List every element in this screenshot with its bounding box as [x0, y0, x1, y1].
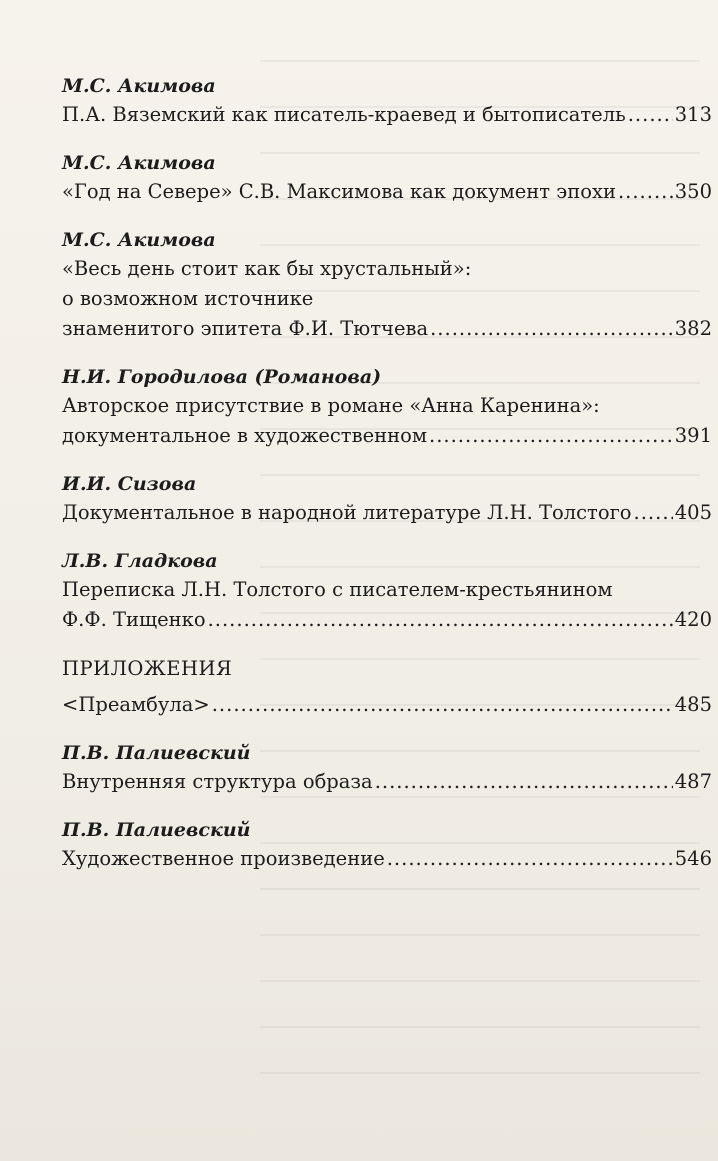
page-number: 382	[674, 317, 712, 340]
page-number: 487	[674, 770, 712, 793]
entry-title-line: Ф.Ф. Тищенко ..... 420	[62, 605, 712, 635]
entry-title-line: Документальное в народной литературе Л.Н. Толстого ..... 405	[62, 498, 712, 528]
page-number: 420	[674, 608, 712, 631]
entry-title-line: Внутренняя структура образа ..... 487	[62, 767, 712, 797]
entry-author: Л.В. Гладкова	[62, 550, 218, 572]
dot-leader	[429, 421, 673, 451]
entry-title-line: знаменитого эпитета Ф.И. Тютчева ..... 382	[62, 314, 712, 344]
toc-entry	[62, 816, 712, 874]
entry-title-line: документальное в художественном ..... 391	[62, 421, 712, 451]
entry-title-line: «Год на Севере» С.В. Максимова как документ эпохи ..... 350	[62, 177, 712, 207]
entry-title-line: Авторское присутствие в романе «Анна Каренина»:	[62, 394, 600, 417]
entry-author: П.В. Палиевский	[62, 742, 251, 764]
entry-author: М.С. Акимова	[62, 229, 216, 251]
section-title: ПРИЛОЖЕНИЯ	[62, 657, 233, 680]
page-number: 485	[674, 693, 712, 716]
page-number: 405	[674, 501, 712, 524]
toc-entry	[62, 72, 712, 130]
entry-title-line: Переписка Л.Н. Толстого с писателем-крестьянином	[62, 578, 613, 601]
preamble-line: <Преамбула> ..... 485	[62, 690, 712, 720]
entry-title-line: П.А. Вяземский как писатель-краевед и бытописатель ..... 313	[62, 100, 712, 130]
table-of-contents	[62, 72, 712, 893]
toc-entry	[62, 547, 712, 635]
dot-leader	[430, 314, 673, 344]
toc-entry	[62, 149, 712, 207]
appendix-section	[62, 654, 712, 720]
entry-author: М.С. Акимова	[62, 75, 216, 97]
entry-author: И.И. Сизова	[62, 473, 197, 495]
entry-author: М.С. Акимова	[62, 152, 216, 174]
dot-leader	[375, 767, 673, 797]
dot-leader	[618, 177, 673, 207]
dot-leader	[634, 498, 673, 528]
toc-entry	[62, 226, 712, 344]
toc-entry	[62, 470, 712, 528]
dot-leader	[387, 844, 673, 874]
entry-title-line: «Весь день стоит как бы хрустальный»:	[62, 257, 472, 280]
toc-entry	[62, 739, 712, 797]
dot-leader	[208, 605, 673, 635]
entry-author: П.В. Палиевский	[62, 819, 251, 841]
page-number: 546	[674, 847, 712, 870]
entry-title-line: Художественное произведение ..... 546	[62, 844, 712, 874]
page-number: 313	[674, 103, 712, 126]
entry-title-line: о возможном источнике	[62, 287, 314, 310]
toc-entry	[62, 363, 712, 451]
page-number: 350	[674, 180, 712, 203]
dot-leader	[212, 690, 673, 720]
dot-leader	[628, 100, 673, 130]
page-number: 391	[674, 424, 712, 447]
entry-author: Н.И. Городилова (Романова)	[62, 366, 382, 388]
